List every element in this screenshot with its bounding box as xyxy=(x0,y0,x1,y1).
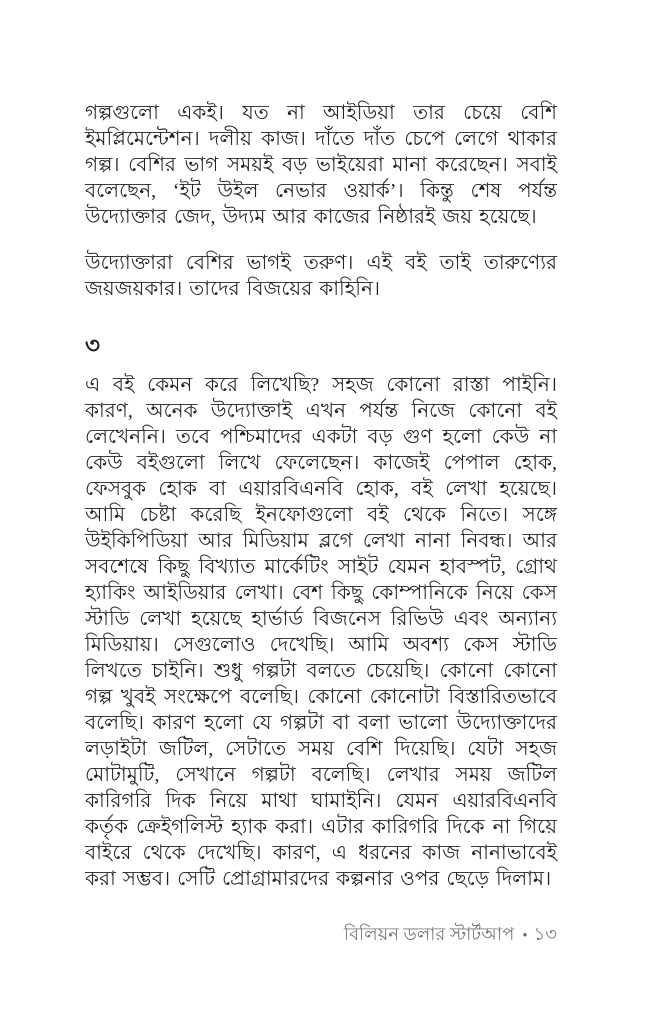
paragraph: গল্পগুলো একই। যত না আইডিয়া তার চেয়ে বেশি ইমপ্লিমেন্টেশন। দলীয় কাজ। দাঁতে দাঁত চেপে লেগে থাকার গল্প। বেশির ভাগ সময়ই বড় ভাইয়েরা মানা করেছেন। সবাই বলেছেন, ‘ইট উইল নেভার ওয়ার্ক’। কিন্তু শেষ পর্যন্ত উদ্যোক্তার জেদ, উদ্যম আর কাজের নিষ্ঠারই জয় হয়েছে। xyxy=(85,102,557,228)
footer-page-number: ১৩ xyxy=(533,924,557,944)
text-block xyxy=(85,100,557,912)
section-number: ৩ xyxy=(85,333,100,358)
footer-bullet-separator: • xyxy=(522,928,528,944)
footer-book-title: বিলিয়ন ডলার স্টার্টআপ xyxy=(343,924,515,944)
paragraph: উদ্যোক্তারা বেশির ভাগই তরুণ। এই বই তাই তারুণ্যের জয়জয়কার। তাদের বিজয়ের কাহিনি। xyxy=(85,252,557,300)
paragraph: এ বই কেমন করে লিখেছি? সহজ কোনো রাস্তা পাইনি। কারণ, অনেক উদ্যোক্তাই এখন পর্যন্ত নিজে কোনো বই লেখেননি। তবে পশ্চিমাদের একটা বড় গুণ হলো কেউ না কেউ বইগুলো লিখে ফেলেছেন। কাজেই পেপাল হোক, ফেসবুক হোক বা এয়ারবিএনবি হোক, বই লেখা হয়েছে। আমি চেষ্টা করেছি ইনফোগুলো বই থেকে নিতে। সঙ্গে উইকিপিডিয়া আর মিডিয়াম ব্লগে লেখা নানা নিবন্ধ। আর সবশেষে কিছু বিখ্যাত মার্কেটিং সাইট যেমন হাবস্পট, গ্রোথ হ্যাকিং আইডিয়ার লেখা। বেশ কিছু কোম্পানিকে নিয়ে কেস স্টাডি লেখা হয়েছে হার্ভার্ড বিজনেস রিভিউ এবং অন্যান্য মিডিয়ায়। সেগুলোও দেখেছি। আমি অবশ্য কেস স্টাডি লিখতে চাইনি। শুধু গল্পটা বলতে চেয়েছি। কোনো কোনো গল্প খুবই সংক্ষেপে বলেছি। কোনো কোনোটা বিস্তারিতভাবে বলেছি। কারণ হলো যে গল্পটা বা বলা ভালো উদ্যোক্তাদের লড়াইটা জটিল, সেটাতে সময় বেশি দিয়েছি। যেটা সহজ মোটামুটি, সেখানে গল্পটা বলেছি। লেখার সময় জটিল কারিগরি দিক নিয়ে মাথা ঘামাইনি। যেমন এয়ারবিএনবি কর্তৃক ক্রেইগলিস্ট হ্যাক করা। এটার কারিগরি দিকে না গিয়ে বাইরে থেকে দেখেছি। কারণ, এ ধরনের কাজ নানাভাবেই করা সম্ভব। সেটি প্রোগ্রামারদের কল্পনার ওপর ছেড়ে দিলাম। xyxy=(85,374,557,890)
page-footer xyxy=(344,922,557,948)
